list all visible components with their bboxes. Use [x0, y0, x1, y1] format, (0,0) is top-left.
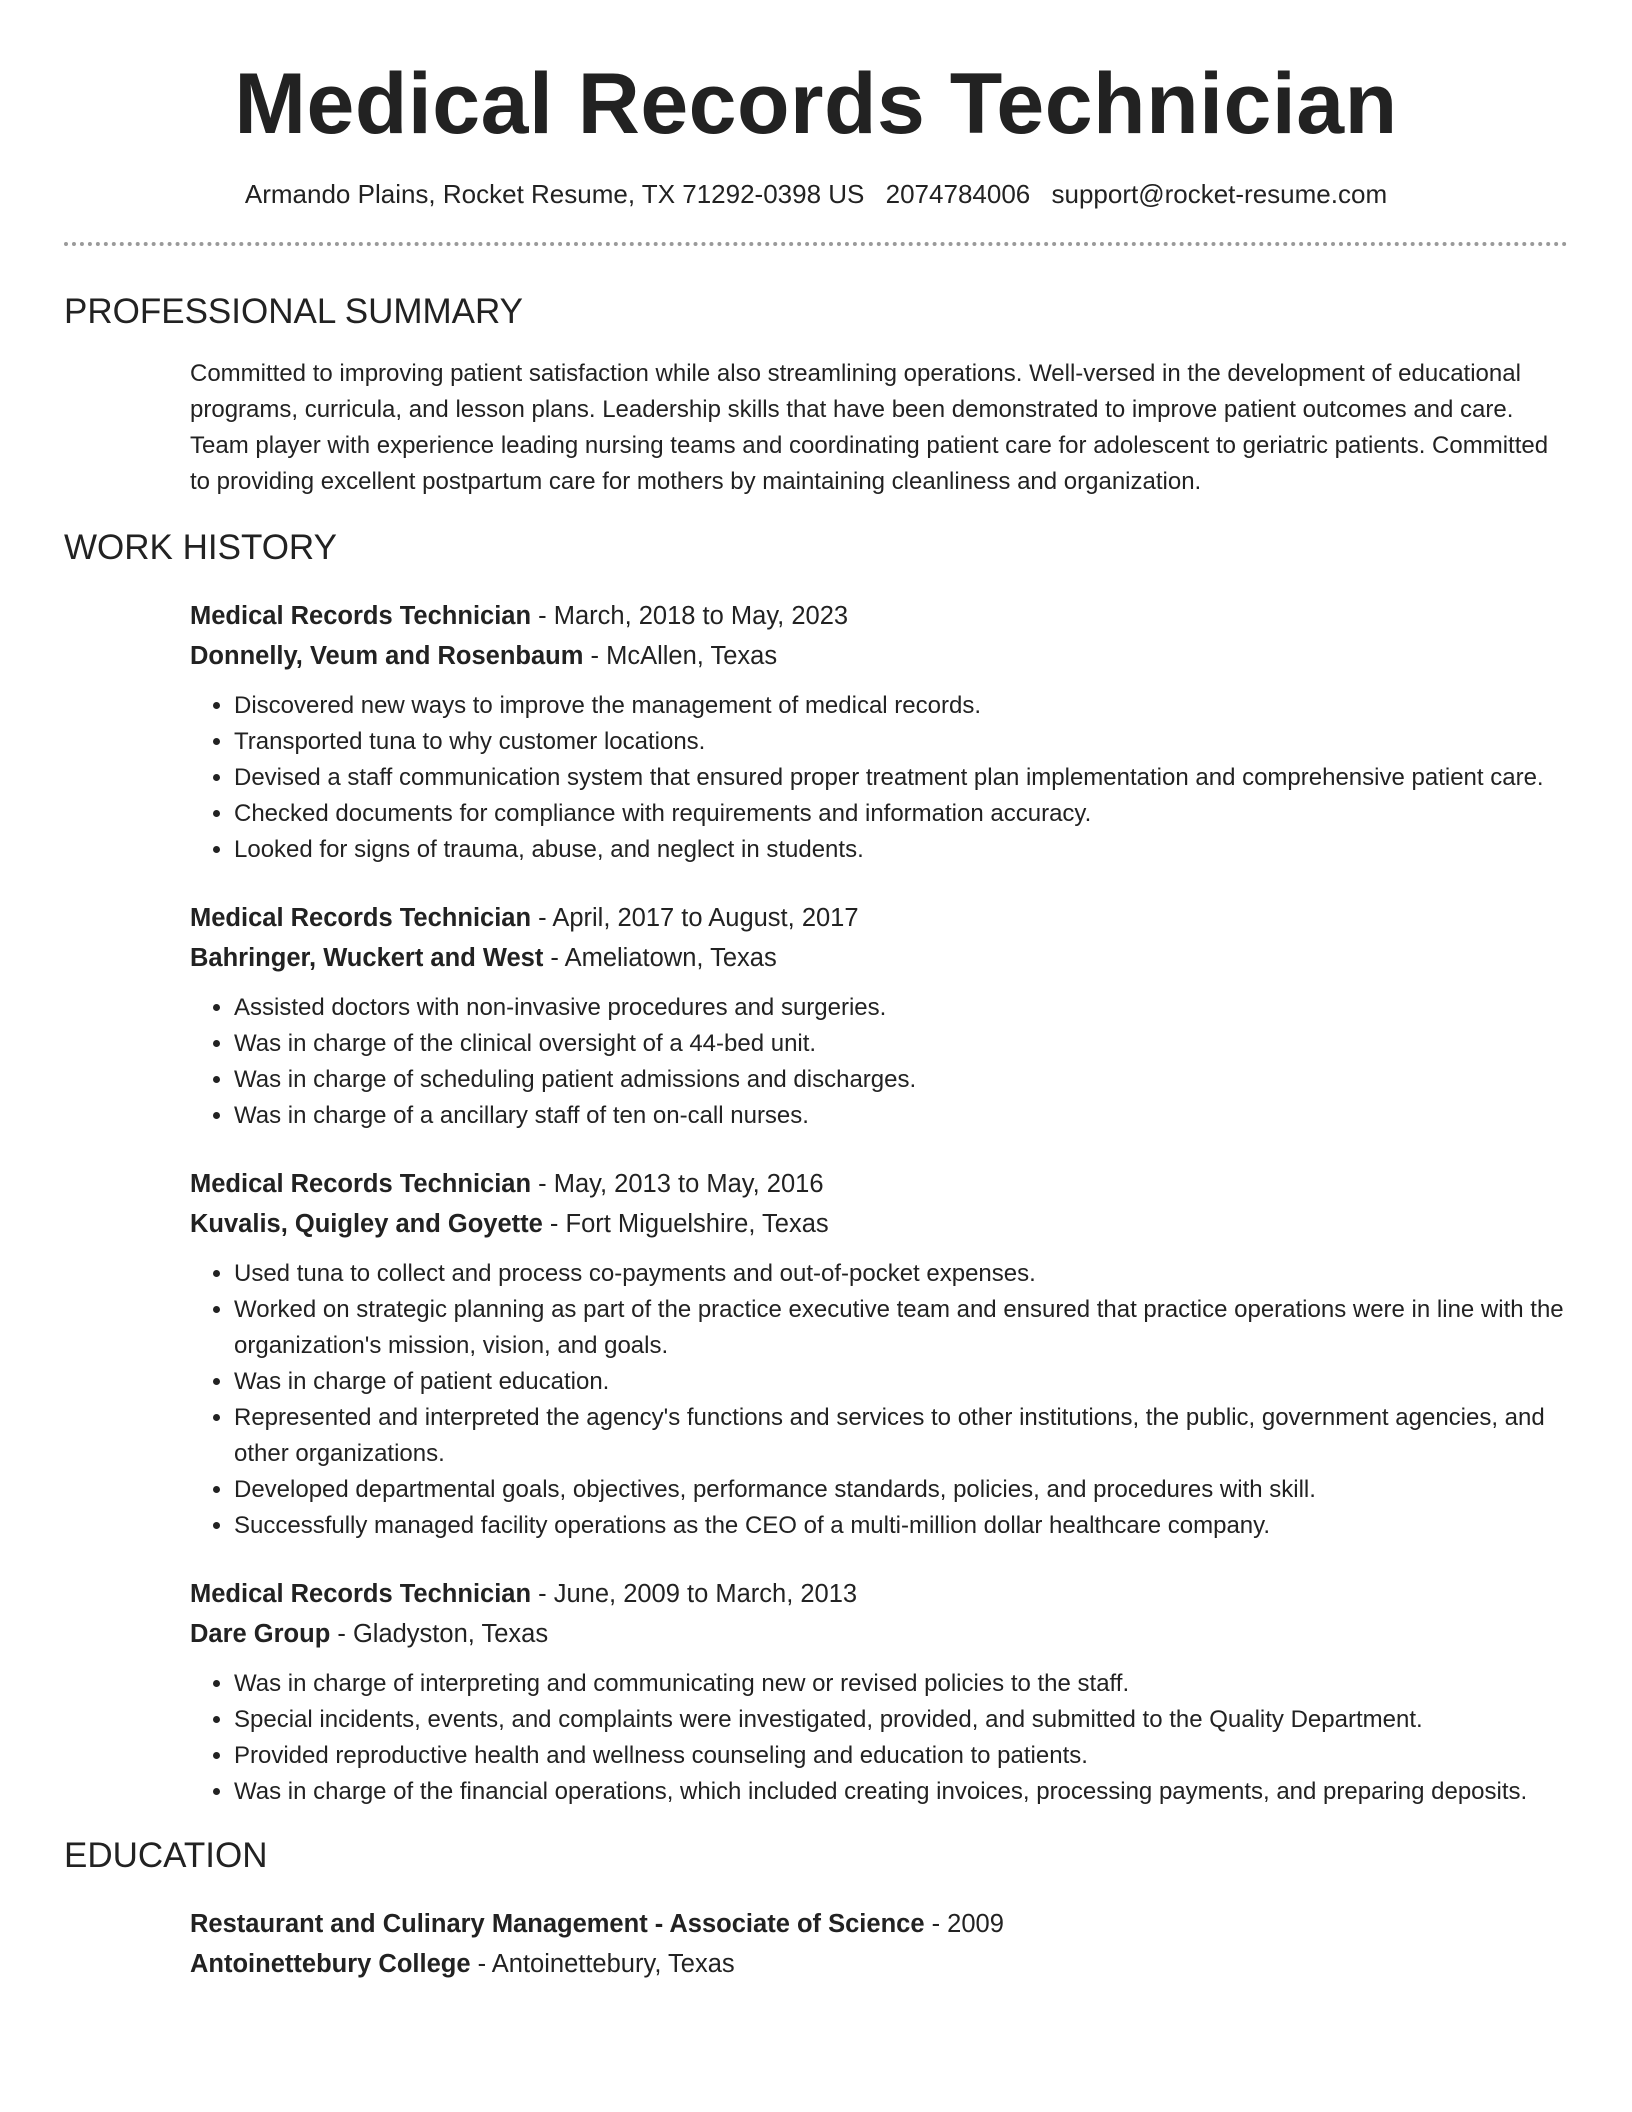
job-company-line: [190, 1614, 1568, 1654]
job-role: Medical Records Technician: [190, 602, 532, 630]
work-history-list: [64, 596, 1568, 1810]
candidate-name: Medical Records Technician: [234, 56, 1398, 152]
summary-heading: PROFESSIONAL SUMMARY: [64, 292, 523, 331]
job-bullet: • Looked for signs of trauma, abuse, and neglect in students.: [234, 832, 1570, 868]
job-entry: [190, 1574, 1568, 1810]
job-bullet: • Developed departmental goals, objectives, performance standards, policies, and procedures with skill.: [234, 1472, 1570, 1508]
job-company: Kuvalis, Quigley and Goyette: [190, 1210, 543, 1238]
work-history-heading: WORK HISTORY: [64, 528, 337, 567]
job-dates: - May, 2013 to May, 2016: [531, 1170, 824, 1198]
job-role: Medical Records Technician: [190, 1580, 532, 1608]
education-heading: EDUCATION: [64, 1836, 268, 1875]
header-divider: [64, 242, 1568, 246]
job-company-line: [190, 1204, 1568, 1244]
job-company: Donnelly, Veum and Rosenbaum: [190, 642, 584, 670]
contact-phone: 2074784006: [885, 179, 1031, 209]
job-role-line: [190, 898, 1568, 938]
job-bullet: • Was in charge of the clinical oversight of a 44-bed unit.: [234, 1026, 1570, 1062]
job-bullet: • Represented and interpreted the agency's functions and services to other institutions, the public, government agencies, and other organizations.: [234, 1400, 1570, 1472]
job-bullet: • Assisted doctors with non-invasive procedures and surgeries.: [234, 990, 1570, 1026]
contact-email: support@rocket-resume.com: [1051, 179, 1388, 209]
job-bullet: • Used tuna to collect and process co-payments and out-of-pocket expenses.: [234, 1256, 1570, 1292]
job-entry: [190, 596, 1568, 868]
education-location: - Antoinettebury, Texas: [470, 1950, 735, 1978]
job-dates: - April, 2017 to August, 2017: [531, 904, 859, 932]
job-location: - McAllen, Texas: [583, 642, 778, 670]
job-bullets: [190, 1666, 1570, 1810]
job-bullet: • Checked documents for compliance with requirements and information accuracy.: [234, 796, 1570, 832]
job-bullet: • Transported tuna to why customer locations.: [234, 724, 1570, 760]
education-school-line: [190, 1944, 1568, 1984]
job-bullet: • Was in charge of scheduling patient admissions and discharges.: [234, 1062, 1570, 1098]
job-bullet: • Was in charge of a ancillary staff of ten on-call nurses.: [234, 1098, 1570, 1134]
education-year: - 2009: [924, 1910, 1004, 1938]
education-degree-line: [190, 1904, 1568, 1944]
job-bullet: • Worked on strategic planning as part of the practice executive team and ensured that practice operations were in line with the organization's mission, vision, and goals.: [234, 1292, 1570, 1364]
job-company: Dare Group: [190, 1620, 331, 1648]
job-bullet: • Discovered new ways to improve the management of medical records.: [234, 688, 1570, 724]
job-location: - Gladyston, Texas: [330, 1620, 549, 1648]
job-role: Medical Records Technician: [190, 1170, 532, 1198]
education-entry: [190, 1904, 1568, 1984]
job-bullets: [190, 688, 1570, 868]
job-bullet: • Was in charge of the financial operations, which included creating invoices, processing payments, and preparing deposits.: [234, 1774, 1570, 1810]
job-dates: - June, 2009 to March, 2013: [531, 1580, 858, 1608]
job-company-line: [190, 636, 1568, 676]
job-bullet: • Devised a staff communication system that ensured proper treatment plan implementation and comprehensive patient care.: [234, 760, 1570, 796]
education-degree: Restaurant and Culinary Management - Associate of Science: [190, 1910, 925, 1938]
job-bullet: • Was in charge of patient education.: [234, 1364, 1570, 1400]
job-entry: [190, 898, 1568, 1134]
contact-line: [64, 178, 1568, 210]
job-dates: - March, 2018 to May, 2023: [531, 602, 849, 630]
job-company: Bahringer, Wuckert and West: [190, 944, 544, 972]
job-role-line: [190, 1574, 1568, 1614]
education-school: Antoinettebury College: [190, 1950, 471, 1978]
contact-address: Armando Plains, Rocket Resume, TX 71292-0398 US: [244, 179, 865, 209]
job-bullet: • Successfully managed facility operations as the CEO of a multi-million dollar healthcare company.: [234, 1508, 1570, 1544]
job-bullets: [190, 1256, 1570, 1544]
job-bullet: • Special incidents, events, and complaints were investigated, provided, and submitted to the Quality Department.: [234, 1702, 1570, 1738]
job-location: - Ameliatown, Texas: [543, 944, 777, 972]
job-bullets: [190, 990, 1570, 1134]
job-entry: [190, 1164, 1568, 1544]
summary-text: Committed to improving patient satisfaction while also streamlining operations. Well-versed in the development of educational programs, curricula, and lesson plans. Leadership skills that have been demonstrated to improve patient outcomes and care. Team player with experience leading nursing teams and coordinating patient care for adolescent to geriatric patients. Committed to providing excellent postpartum care for mothers by maintaining cleanliness and organization.: [190, 360, 1549, 495]
job-company-line: [190, 938, 1568, 978]
job-role-line: [190, 1164, 1568, 1204]
resume-page: [64, 0, 1568, 1984]
job-role-line: [190, 596, 1568, 636]
job-location: - Fort Miguelshire, Texas: [542, 1210, 829, 1238]
job-role: Medical Records Technician: [190, 904, 532, 932]
job-bullet: • Was in charge of interpreting and communicating new or revised policies to the staff.: [234, 1666, 1570, 1702]
job-bullet: • Provided reproductive health and wellness counseling and education to patients.: [234, 1738, 1570, 1774]
